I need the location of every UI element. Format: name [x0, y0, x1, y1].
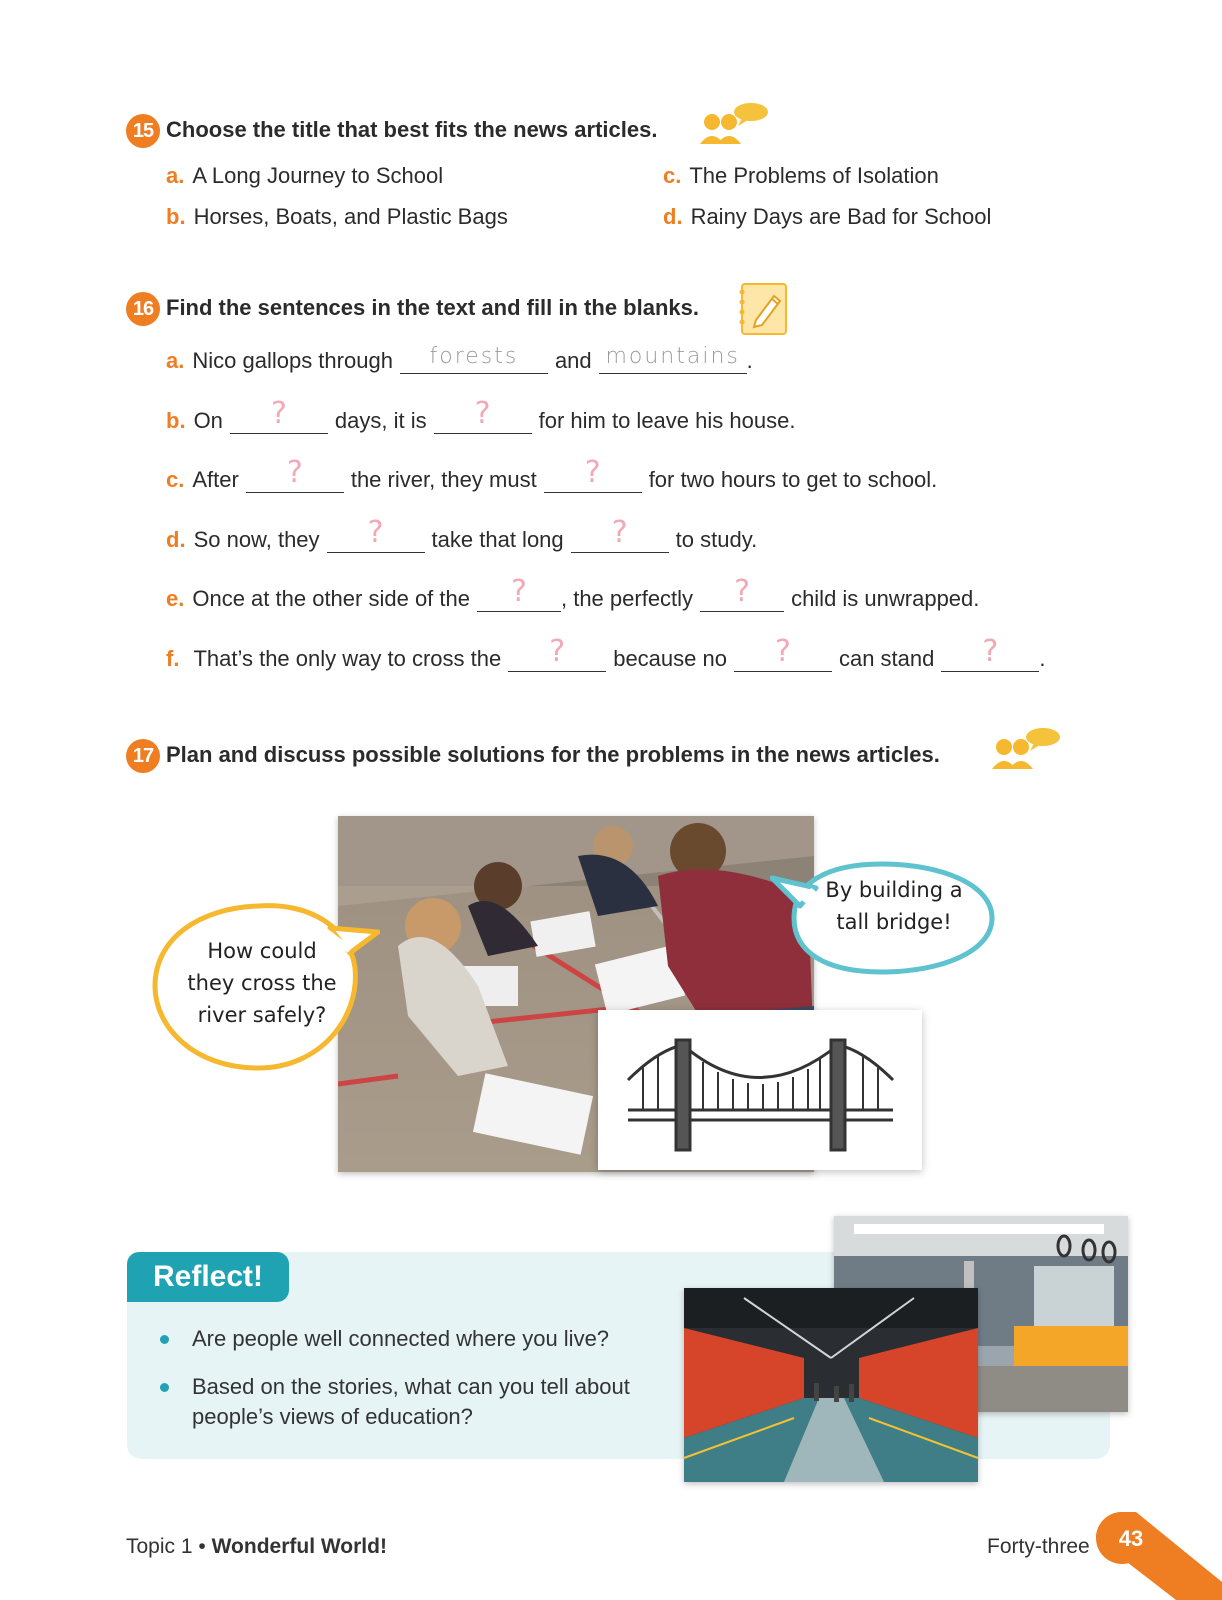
exercise-number-16: 16: [126, 292, 160, 326]
footer-topic-label: Topic 1: [126, 1535, 193, 1558]
sentence-text: .: [746, 348, 753, 373]
item-letter: e.: [166, 586, 185, 611]
bridge-sketch-card: [598, 1010, 922, 1170]
sentence-text: for two hours to get to school.: [648, 467, 938, 492]
question-mark: ?: [734, 574, 751, 609]
option-text: Rainy Days are Bad for School: [690, 204, 992, 229]
option-letter: a.: [166, 163, 185, 188]
pair-work-icon: [698, 100, 772, 148]
question-mark: ?: [611, 515, 628, 550]
option-letter: c.: [663, 163, 682, 188]
option-text: Horses, Boats, and Plastic Bags: [193, 204, 508, 229]
answer-text: mountains: [605, 344, 740, 369]
sentence-text: take that long: [431, 527, 564, 552]
sentence-text: because no: [613, 646, 727, 671]
exercise-number-15: 15: [126, 114, 160, 148]
question-mark: ?: [367, 515, 384, 550]
answer-blank[interactable]: [734, 634, 832, 672]
sentence-text: , the perfectly: [560, 586, 694, 611]
question-mark: ?: [270, 396, 287, 431]
footer-page-word: Forty-three: [987, 1535, 1090, 1558]
sentence-text: After: [192, 467, 239, 492]
option-letter: d.: [663, 204, 683, 229]
exercise-17-instruction: Plan and discuss possible solutions for the problems in the news articles.: [166, 742, 940, 767]
exercise-number-17: 17: [126, 739, 160, 773]
footer-topic: [126, 1535, 387, 1559]
answer-blank[interactable]: [599, 344, 747, 374]
fill-sentence-d: [166, 515, 758, 553]
item-letter: d.: [166, 527, 186, 552]
reflect-bullet-text: Are people well connected where you live?: [192, 1326, 610, 1351]
sentence-text: On: [193, 408, 223, 433]
pair-work-icon: [990, 725, 1064, 773]
question-mark: ?: [584, 455, 601, 490]
option-c[interactable]: [663, 163, 939, 189]
footer-topic-title: Wonderful World!: [211, 1535, 387, 1558]
option-d[interactable]: [663, 204, 991, 230]
sentence-text: .: [1039, 646, 1046, 671]
option-b[interactable]: [166, 204, 508, 230]
sentence-text: child is unwrapped.: [791, 586, 980, 611]
fill-sentence-c: [166, 455, 938, 493]
sentence-text: to study.: [675, 527, 758, 552]
bubble-question-text: How could they cross the river safely?: [187, 939, 337, 1027]
sentence-text: Nico gallops through: [192, 348, 393, 373]
item-letter: b.: [166, 408, 186, 433]
reflect-bullet-text: Based on the stories, what can you tell about people’s views of education?: [192, 1374, 630, 1429]
option-text: The Problems of Isolation: [689, 163, 939, 188]
reflect-bullet-1: [192, 1324, 672, 1354]
answer-blank[interactable]: [246, 455, 344, 493]
item-letter: a.: [166, 348, 185, 373]
footer-separator: •: [198, 1535, 206, 1558]
sentence-text: Once at the other side of the: [192, 586, 470, 611]
option-a[interactable]: [166, 163, 443, 189]
fill-sentence-e: [166, 574, 980, 612]
question-mark: ?: [511, 574, 527, 609]
answer-text: forests: [429, 344, 519, 369]
sentence-text: So now, they: [193, 527, 320, 552]
reflect-bullet-2: [192, 1372, 672, 1432]
reflect-title: Reflect!: [127, 1252, 289, 1302]
sentence-text: for him to leave his house.: [538, 408, 796, 433]
option-text: A Long Journey to School: [192, 163, 444, 188]
subway-station-illustration: [684, 1288, 978, 1482]
answer-blank[interactable]: [544, 455, 642, 493]
subway-station-photo: [684, 1288, 978, 1482]
answer-blank[interactable]: [477, 574, 561, 612]
item-letter: c.: [166, 467, 185, 492]
answer-blank[interactable]: [941, 634, 1039, 672]
writing-notebook-icon: [736, 280, 790, 338]
answer-blank[interactable]: [400, 344, 548, 374]
bullet-dot: [160, 1383, 169, 1392]
answer-blank[interactable]: [327, 515, 425, 553]
answer-blank[interactable]: [700, 574, 784, 612]
answer-blank[interactable]: [230, 396, 328, 434]
sentence-text: the river, they must: [350, 467, 537, 492]
question-mark: ?: [474, 396, 491, 431]
sentence-text: days, it is: [334, 408, 427, 433]
exercise-16-instruction: Find the sentences in the text and fill in the blanks.: [166, 295, 699, 320]
bubble-answer-text: By building a tall bridge!: [825, 878, 963, 934]
item-letter: f.: [166, 646, 180, 671]
bullet-dot: [160, 1335, 169, 1344]
answer-blank[interactable]: [571, 515, 669, 553]
sentence-text: and: [554, 348, 592, 373]
answer-blank[interactable]: [508, 634, 606, 672]
page-number: 43: [1118, 1526, 1144, 1551]
answer-blank[interactable]: [434, 396, 532, 434]
question-mark: ?: [775, 634, 791, 669]
fill-sentence-b: [166, 396, 796, 434]
question-mark: ?: [549, 634, 566, 669]
fill-sentence-a: [166, 344, 753, 374]
exercise-15-instruction: Choose the title that best fits the news articles.: [166, 117, 658, 142]
bridge-sketch-icon: [598, 1010, 922, 1170]
sentence-text: can stand: [838, 646, 935, 671]
fill-sentence-f: [166, 634, 1046, 672]
sentence-text: That’s the only way to cross the: [193, 646, 502, 671]
option-letter: b.: [166, 204, 186, 229]
question-mark: ?: [982, 634, 999, 669]
question-mark: ?: [286, 455, 303, 490]
